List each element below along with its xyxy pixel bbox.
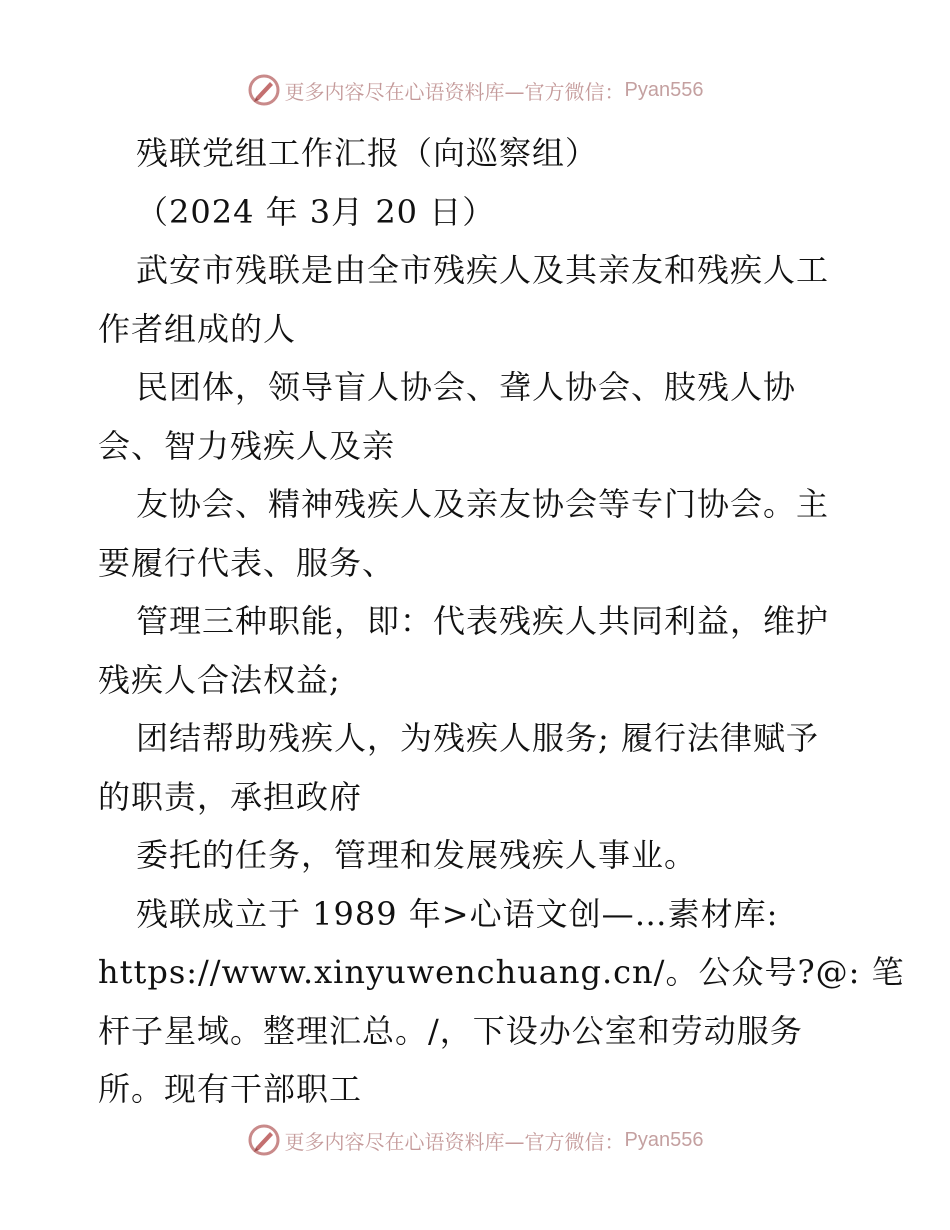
watermark-wechat-id: Pyan556: [624, 1128, 704, 1151]
text-line: 友协会、精神残疾人及亲友协会等专门协会。主: [136, 485, 830, 523]
text-line: 武安市残联是由全市残疾人及其亲友和残疾人工: [136, 251, 830, 289]
doc-date: （2024 年 3月 20 日）: [136, 192, 496, 231]
pen-logo-icon: [247, 1123, 281, 1157]
text-line: 会、智力残疾人及亲: [98, 426, 396, 465]
text-line: 民团体，领导盲人协会、聋人协会、肢残人协: [136, 368, 797, 406]
text-line-url: https://www.xinyuwenchuang.cn/。公众号?@: 笔: [98, 953, 905, 991]
watermark-wechat-id: Pyan556: [624, 78, 704, 101]
doc-title: 残联党组工作汇报（向巡察组）: [136, 134, 599, 172]
watermark-footer: [0, 1120, 950, 1160]
pen-logo-icon: [247, 73, 281, 107]
document-body: [98, 124, 905, 1119]
text-line: 的职责，承担政府: [98, 777, 363, 816]
text-line: 委托的任务，管理和发展残疾人事业。: [136, 836, 698, 874]
watermark-header: [0, 70, 950, 110]
text-line: 杆子星域。整理汇总。/，下设办公室和劳动服务: [98, 1011, 803, 1050]
text-line: 要履行代表、服务、: [98, 543, 396, 582]
text-line: 团结帮助残疾人，为残疾人服务; 履行法律赋予: [136, 719, 819, 757]
text-line: 管理三种职能，即：代表残疾人共同利益，维护: [136, 602, 830, 640]
text-line: 所。现有干部职工: [98, 1070, 363, 1108]
watermark-text: 更多内容尽在心语资料库—官方微信：: [284, 1129, 625, 1154]
watermark-text: 更多内容尽在心语资料库—官方微信：: [284, 79, 625, 104]
text-line: 作者组成的人: [98, 309, 297, 348]
text-line: 残疾人合法权益;: [98, 660, 341, 699]
text-line: 残联成立于 1989 年>心语文创—…素材库:: [136, 894, 779, 933]
